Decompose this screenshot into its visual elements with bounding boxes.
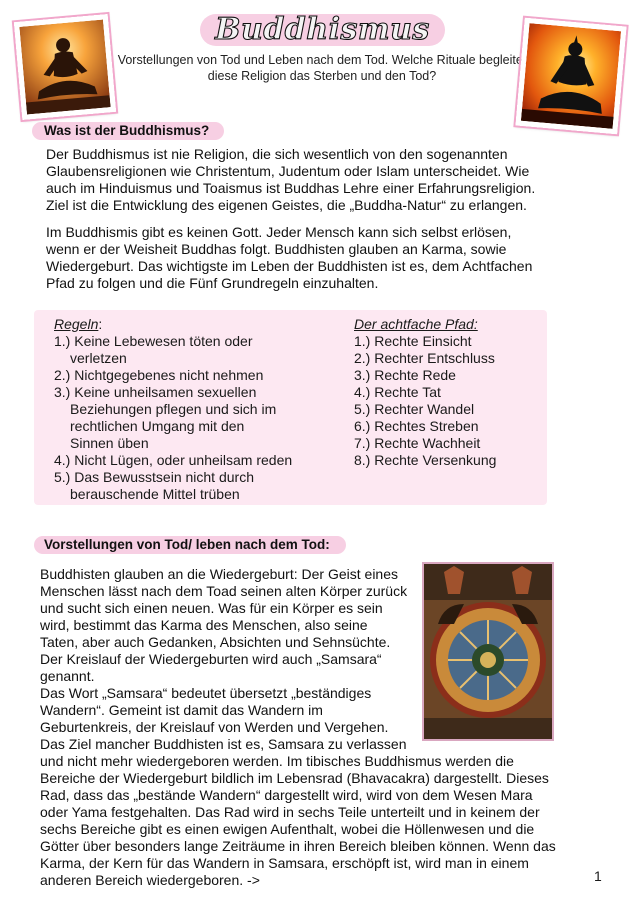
buddha-photo	[515, 18, 626, 134]
path-item: 5.) Rechter Wandel	[354, 401, 475, 417]
text-line: Glaubensreligionen wie Christentum, Judentum oder Islam unterscheidet. Wie	[46, 163, 530, 179]
text-line: Das Wort „Samsara“ bedeutet übersetzt „beständiges	[40, 685, 372, 701]
text-line: anderen Bereich wiedergeboren. ->	[40, 872, 260, 888]
text-line: Wiedergeburt. Das wichtigste im Leben der Buddhisten ist es, dem Achtfachen	[46, 258, 533, 274]
intro-paragraph	[46, 146, 566, 214]
rule-item-continuation: berauschende Mittel trüben	[70, 486, 240, 502]
text-line: Pfad zu folgen und die Fünf Grundregeln einzuhalten.	[46, 275, 379, 291]
text-line: Ziel ist die Entwicklung des eigenen Geistes, die „Buddha-Natur“ zu erlangen.	[46, 197, 527, 213]
rules-items	[54, 333, 324, 503]
text-line: und sucht sich einen neuen. Was für ein Körper es sein	[40, 600, 383, 616]
text-line: auch im Hinduismus und Toaismus ist Buddhas Lehre einer Erfahrungsreligion.	[46, 180, 536, 196]
text-line: Rad, dass das „bestände Wandern“ dargestellt wird, wird von dem Wesen Mara	[40, 787, 533, 803]
rules-title-colon: :	[98, 316, 103, 332]
afterlife-paragraph	[40, 566, 570, 889]
text-line: wenn er der Weisheit Buddhas folgt. Buddhisten glauben an Karma, sowie	[46, 241, 507, 257]
rule-item: 5.) Das Bewusstsein nicht durch	[54, 469, 254, 485]
text-line: Taten, aber auch Gedanken, Absichten und Sehnsüchte.	[40, 634, 391, 650]
rules-title: Regeln	[54, 316, 99, 332]
page-title: Buddhismus	[215, 12, 430, 47]
path-item: 2.) Rechter Entschluss	[354, 350, 495, 366]
rules-title-row	[54, 316, 324, 333]
text-line: Götter über besonders lange Zeiträume in ihren Bereich bleiben können. Wenn das	[40, 838, 556, 854]
subtitle-line: Vorstellungen von Tod und Leben nach dem Tod. Welche Rituale begleitet	[117, 53, 527, 67]
text-line: Karma, der Kern für das Wandern in Samsara, erschöpft ist, wird man in einem	[40, 855, 529, 871]
path-item: 8.) Rechte Versenkung	[354, 452, 497, 468]
text-line: Menschen lässt nach dem Toad seinen alten Körper zurück	[40, 583, 408, 599]
text-line: genannt.	[40, 668, 95, 684]
text-line: und nicht mehr wiedergeboren werden. Im tibisches Buddhismus werden die	[40, 753, 514, 769]
eightfold-path-title: Der achtfache Pfad:	[354, 316, 478, 332]
meditation-photo	[14, 14, 116, 120]
buddha-silhouette-image	[521, 23, 621, 129]
text-line: Der Buddhismus ist nie Religion, die sich wesentlich von den sogenannten	[46, 146, 508, 162]
text-line: sechs Bereiche gibt es einen ewigen Aufenthalt, wobei die Höllenwesen und die	[40, 821, 535, 837]
path-item: 6.) Rechtes Streben	[354, 418, 479, 434]
section-heading-buddhism: Was ist der Buddhismus?	[44, 123, 210, 138]
rule-item-continuation: Sinnen üben	[70, 435, 149, 451]
beliefs-paragraph	[46, 224, 566, 292]
page-subtitle	[112, 52, 532, 84]
text-line: Im Buddhismis gibt es keinen Gott. Jeder Mensch kann sich selbst erlösen,	[46, 224, 512, 240]
meditating-figure-image	[19, 20, 110, 115]
rule-item: 1.) Keine Lebewesen töten oder	[54, 333, 253, 349]
text-line: Wandern“. Gemeint ist damit das Wandern im	[40, 702, 323, 718]
text-line: wird, bestimmt das Karma des Menschen, also seine	[40, 617, 368, 633]
rules-list	[54, 316, 324, 503]
path-item: 4.) Rechte Tat	[354, 384, 441, 400]
path-item: 7.) Rechte Wachheit	[354, 435, 481, 451]
page-number: 1	[594, 868, 602, 884]
text-line: Der Kreislauf der Wiedergeburten wird auch „Samsara“	[40, 651, 382, 667]
path-item: 3.) Rechte Rede	[354, 367, 456, 383]
text-line: Buddhisten glauben an die Wiedergeburt: Der Geist eines	[40, 566, 398, 582]
rule-item: 4.) Nicht Lügen, oder unheilsam reden	[54, 452, 293, 468]
path-items	[354, 333, 544, 469]
text-line: oder Yama festgehalten. Das Rad wird in sechs Teile unterteilt und in keinem der	[40, 804, 540, 820]
rule-item: 3.) Keine unheilsamen sexuellen	[54, 384, 257, 400]
subtitle-line: diese Religion das Sterben und den Tod?	[207, 69, 437, 83]
text-line: Das Ziel mancher Buddhisten ist es, Samsara zu verlassen	[40, 736, 407, 752]
text-line: Geburtenkreis, der Kreislauf von Werden und Vergehen.	[40, 719, 389, 735]
section-heading-death: Vorstellungen von Tod/ leben nach dem Tod:	[44, 537, 330, 552]
text-line: Bereiche der Wiedergeburt bildlich im Lebensrad (Bhavacakra) dargestellt. Dieses	[40, 770, 549, 786]
rule-item: 2.) Nichtgegebenes nicht nehmen	[54, 367, 264, 383]
path-item: 1.) Rechte Einsicht	[354, 333, 472, 349]
rule-item-continuation: Beziehungen pflegen und sich im	[70, 401, 277, 417]
eightfold-path-list	[354, 316, 544, 469]
rule-item-continuation: verletzen	[70, 350, 127, 366]
rule-item-continuation: rechtlichen Umgang mit den	[70, 418, 245, 434]
